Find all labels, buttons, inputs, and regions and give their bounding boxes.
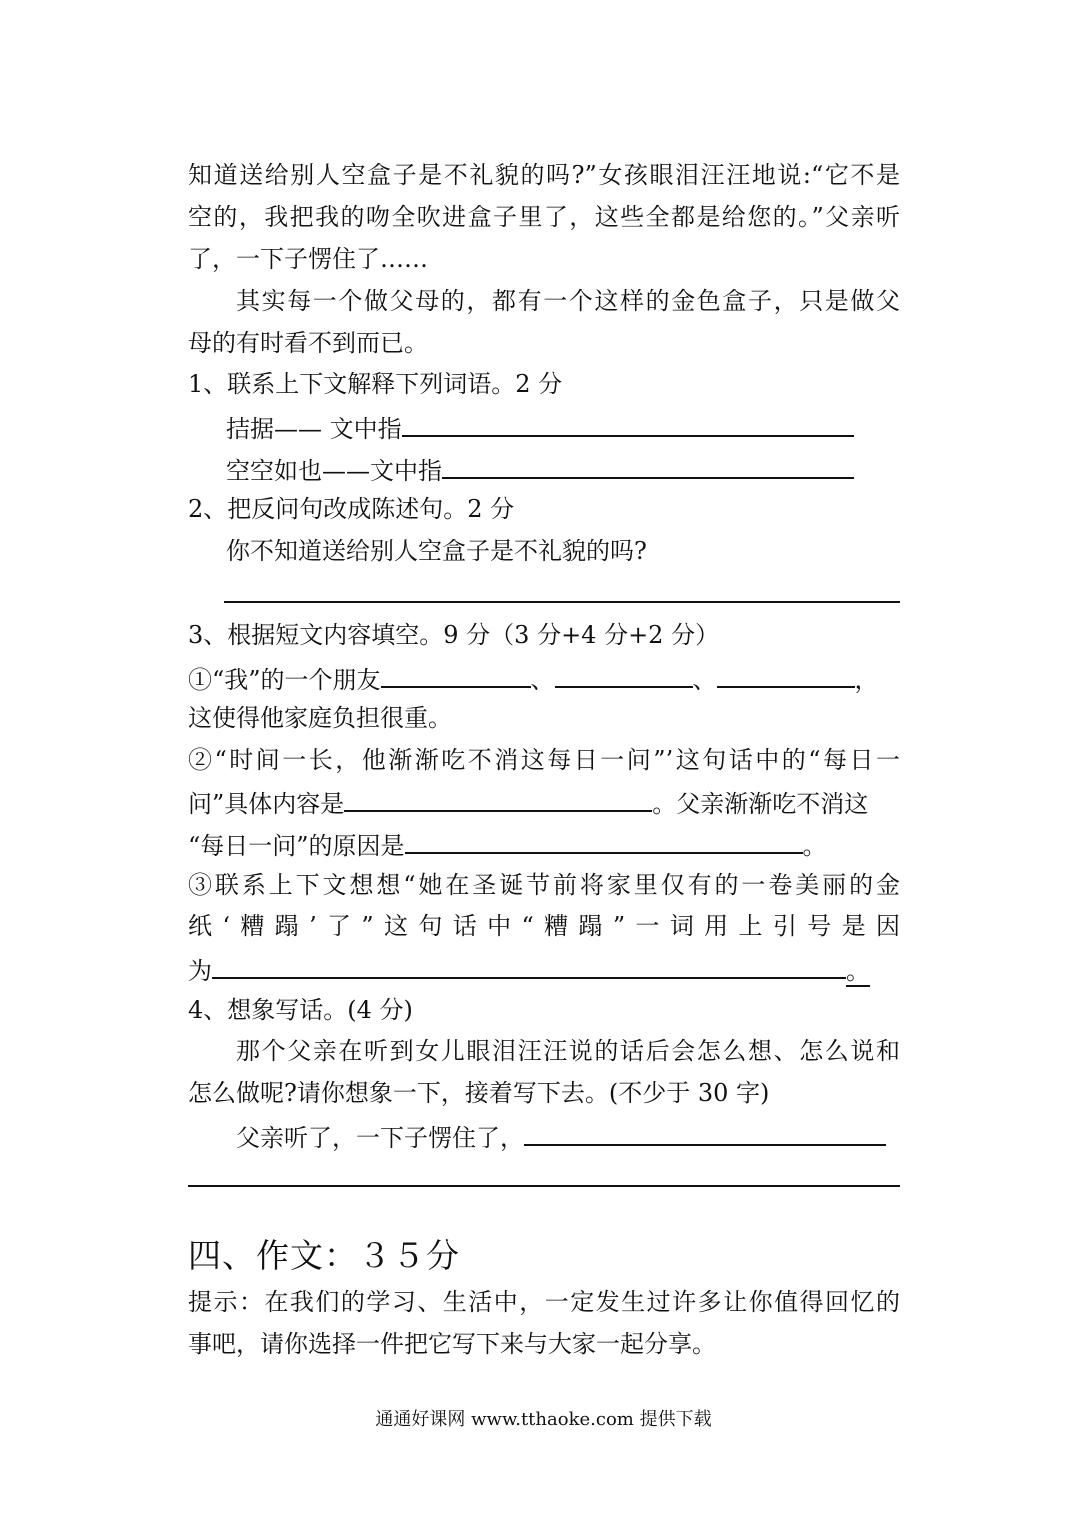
q2-title: 2、把反问句改成陈述句。2 分 (188, 495, 515, 523)
q4-title: 4、想象写话。(4 分) (188, 996, 413, 1024)
q4-writing-line-2[interactable] (188, 1185, 900, 1187)
q3-part-1-label: ①“我”的一个朋友 (188, 666, 381, 694)
essay-tip-line-1: 提示：在我们的学习、生活中，一定发生过许多让你值得回忆的 (188, 1288, 900, 1316)
q3-separator-1: 、 (530, 666, 555, 694)
passage-line-4: 其实每一个做父母的，都有一个这样的金色盒子，只是做父 (236, 287, 900, 315)
q1-item-2-label: 空空如也——文中指 (226, 457, 442, 485)
passage-line-3: 了，一下子愣住了…… (188, 245, 428, 273)
q1-answer-blank-1[interactable] (402, 409, 854, 437)
q1-item-1 (226, 409, 938, 446)
q3-part-3-line-2: 纸‘糟蹋’了”这句话中“糟蹋”一词用上引号是因 (188, 912, 900, 940)
q3-blank-4[interactable] (344, 784, 652, 812)
page-footer: 通通好课网 www.tthaoke.com 提供下载 (375, 1409, 712, 1430)
q4-prompt-line-2: 怎么做呢?请你想象一下，接着写下去。(不少于 30 字) (188, 1079, 770, 1107)
q3-part-3-line-1: ③联系上下文想想“她在圣诞节前将家里仅有的一卷美丽的金 (188, 871, 900, 899)
q3-part-1 (188, 660, 900, 697)
q3-part-2-label: 问”具体内容是 (188, 790, 345, 818)
passage-line-2: 空的，我把我的吻全吹进盒子里了，这些全都是给您的。”父亲听 (188, 203, 900, 231)
q3-blank-3[interactable] (717, 660, 855, 688)
q1-item-1-label: 拮据—— 文中指 (226, 415, 402, 443)
q4-prompt-line-1: 那个父亲在听到女儿眼泪汪汪说的话后会怎么想、怎么说和 (236, 1037, 900, 1065)
q3-title: 3、根据短文内容填空。9 分（3 分+4 分+2 分） (188, 621, 720, 649)
q2-sentence: 你不知道送给别人空盒子是不礼貌的吗? (226, 537, 647, 565)
q1-item-2 (226, 451, 938, 488)
q1-title: 1、联系上下文解释下列词语。2 分 (188, 370, 563, 398)
q3-part-2-line-3 (188, 826, 900, 863)
q3-separator-2: 、 (692, 666, 717, 694)
q3-blank-6[interactable] (212, 951, 846, 979)
q3-blank-1[interactable] (381, 660, 531, 688)
q3-part-3-label: 为 (188, 957, 212, 985)
passage-line-5: 母的有时看不到而已。 (188, 329, 428, 357)
q3-part-1-line-2: 这使得他家庭负担很重。 (188, 704, 452, 732)
q3-blank-2[interactable] (555, 660, 693, 688)
q2-answer-line[interactable] (224, 601, 900, 603)
q3-part-2-line-2 (188, 784, 900, 821)
q3-part-2-text: 。父亲渐渐吃不消这 (652, 790, 869, 818)
q3-part-2-line-1: ②“时间一长，他渐渐吃不消这每日一问”’这句话中的“每日一 (188, 746, 900, 774)
q3-blank-5[interactable] (405, 826, 803, 854)
q3-part-2-reason-label: “每日一问”的原因是 (188, 832, 405, 860)
passage-line-1: 知道送给别人空盒子是不礼貌的吗?”女孩眼泪汪汪地说:“它不是 (188, 161, 900, 189)
q3-part-3-end: 。 (846, 957, 870, 985)
q3-part-1-end: ， (854, 666, 879, 694)
q3-part-3-line-3 (188, 951, 900, 988)
q4-writing-blank-1[interactable] (524, 1118, 886, 1146)
q1-answer-blank-2[interactable] (442, 451, 854, 479)
q3-part-2-end: 。 (802, 832, 827, 860)
q4-start (236, 1118, 900, 1155)
essay-tip-line-2: 事吧，请你选择一件把它写下来与大家一起分享。 (188, 1330, 716, 1358)
essay-heading: 四、作文：３５分 (188, 1236, 460, 1275)
q4-start-text: 父亲听了，一下子愣住了， (236, 1124, 524, 1152)
